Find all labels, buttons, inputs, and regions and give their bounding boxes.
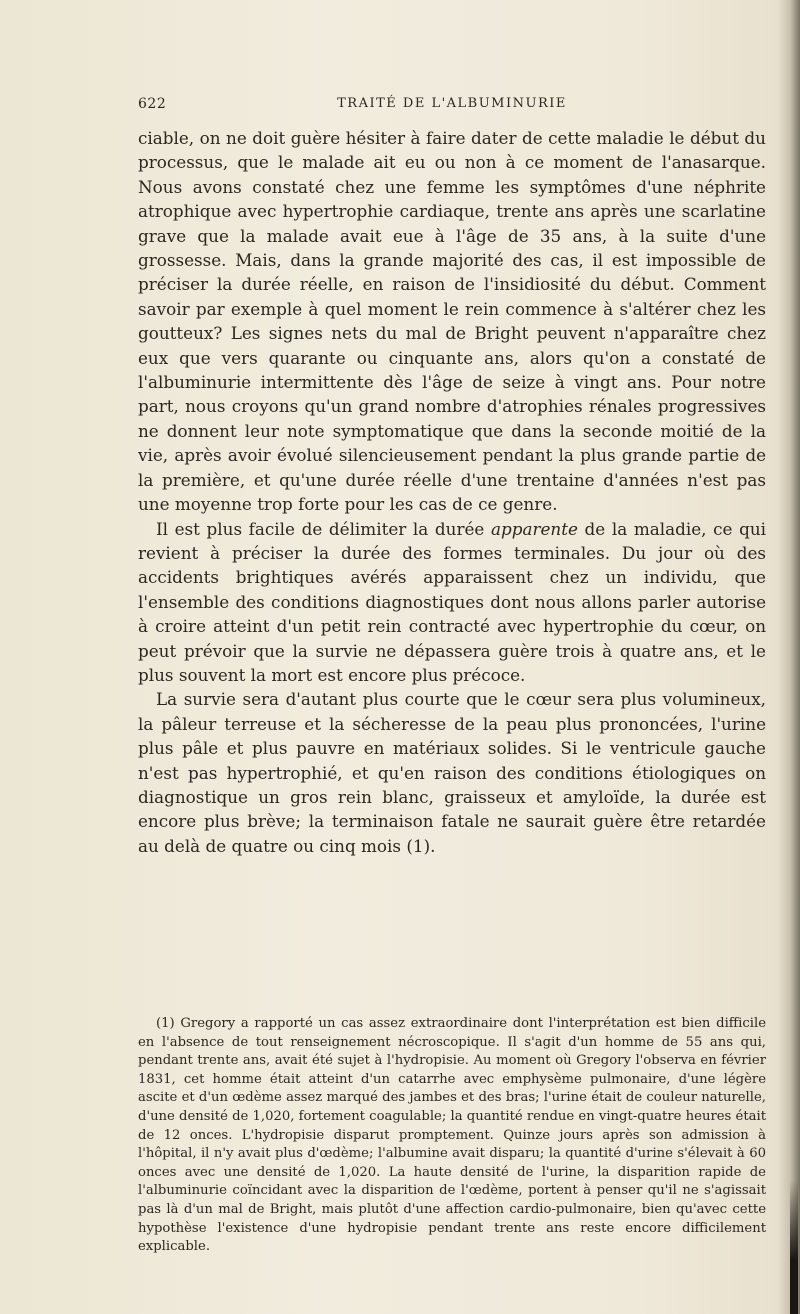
paragraph-2 <box>138 517 766 688</box>
footnote: (1) Gregory a rapporté un cas assez extraordinaire dont l'interprétation est bien difficile en l'absence de tout renseignement nécroscopique. Il s'agit d'un homme de 55 ans qui, pendant trente ans, avait été sujet à l'hydropisie. Au moment où Gregory l'observa en février 1831, cet homme était atteint d'un catarrhe avec emphysème pulmonaire, d'une légère ascite et d'un œdème assez marqué des jambes et des bras; l'urine était de couleur naturelle, d'une densité de 1,020, fortement coagulable; la quantité rendue en vingt-quatre heures était de 12 onces. L'hydropisie disparut promptement. Quinze jours après son admission à l'hôpital, il n'y avait plus d'œdème; l'albumine avait disparu; la quantité d'urine s'élevait à 60 onces avec une densité de 1,020. La haute densité de l'urine, la disparition rapide de l'albuminurie coïncidant avec la disparition de l'œdème, portent à penser qu'il ne s'agissait pas là d'un mal de Bright, mais plutôt d'une affection cardio-pulmonaire, bien qu'avec cette hypothèse l'existence d'une hydropisie pendant trente ans reste encore difficilement explicable. <box>138 1016 766 1255</box>
paragraph-2-start: Il est plus facile de délimiter la durée <box>156 518 491 539</box>
paragraph-3: La survie sera d'autant plus courte que le cœur sera plus volumineux, la pâleur terreuse et la sécheresse de la peau plus prononcées, l'urine plus pâle et plus pauvre en matériaux solides. Si le ventricule gauche n'est pas hypertrophié, et qu'en raison des conditions étiologiques on diagnostique un gros rein blanc, graisseux et amyloïde, la durée est encore plus brève; la terminaison fatale ne saurait guère être retardée au delà de quatre ou cinq mois (1). <box>138 689 766 856</box>
emphasis-apparente: apparente <box>490 518 578 539</box>
paragraph-1: ciable, on ne doit guère hésiter à faire dater de cette maladie le début du processus, que le malade ait eu ou non à ce moment de l'anasarque. Nous avons constaté chez une femme les symptômes d'une néphrite atrophique avec hypertrophie cardiaque, trente ans après une scarlatine grave que la malade avait eue à l'âge de 35 ans, à la suite d'une grossesse. Mais, dans la grande majorité des cas, il est impossible de préciser la durée réelle, en raison de l'insidiosité du début. Comment savoir par exemple à quel moment le rein commence à s'altérer chez les goutteux? Les signes nets du mal de Bright peuvent n'apparaître chez eux que vers quarante ou cinquante ans, alors qu'on a constaté de l'albuminurie intermittente dès l'âge de seize à vingt ans. Pour notre part, nous croyons qu'un grand nombre d'atrophies rénales progressives ne donnent leur note symptomatique que dans la seconde moitié de la vie, après avoir évolué silencieusement pendant la plus grande partie de la première, et qu'une durée réelle d'une trentaine d'années n'est pas une moyenne trop forte pour les cas de ce genre. <box>138 128 766 515</box>
page-edge-shadow <box>778 0 800 1314</box>
running-title: TRAITÉ DE L'ALBUMINURIE <box>337 96 567 111</box>
page-edge-dark <box>790 1180 798 1314</box>
page-header <box>138 96 766 118</box>
paragraph-2-rest: de la maladie, ce qui revient à préciser la durée des formes terminales. Du jour où des accidents brightiques avérés apparaissent chez un individu, que l'ensemble des conditions diagnostiques dont nous allons parler autorise à croire atteint d'un petit rein contracté avec hypertrophie du cœur, on peut prévoir que la survie ne dépassera guère trois à quatre ans, et le plus souvent la mort est encore plus précoce. <box>138 518 766 685</box>
page-number: 622 <box>138 96 167 112</box>
body-text <box>138 126 766 858</box>
